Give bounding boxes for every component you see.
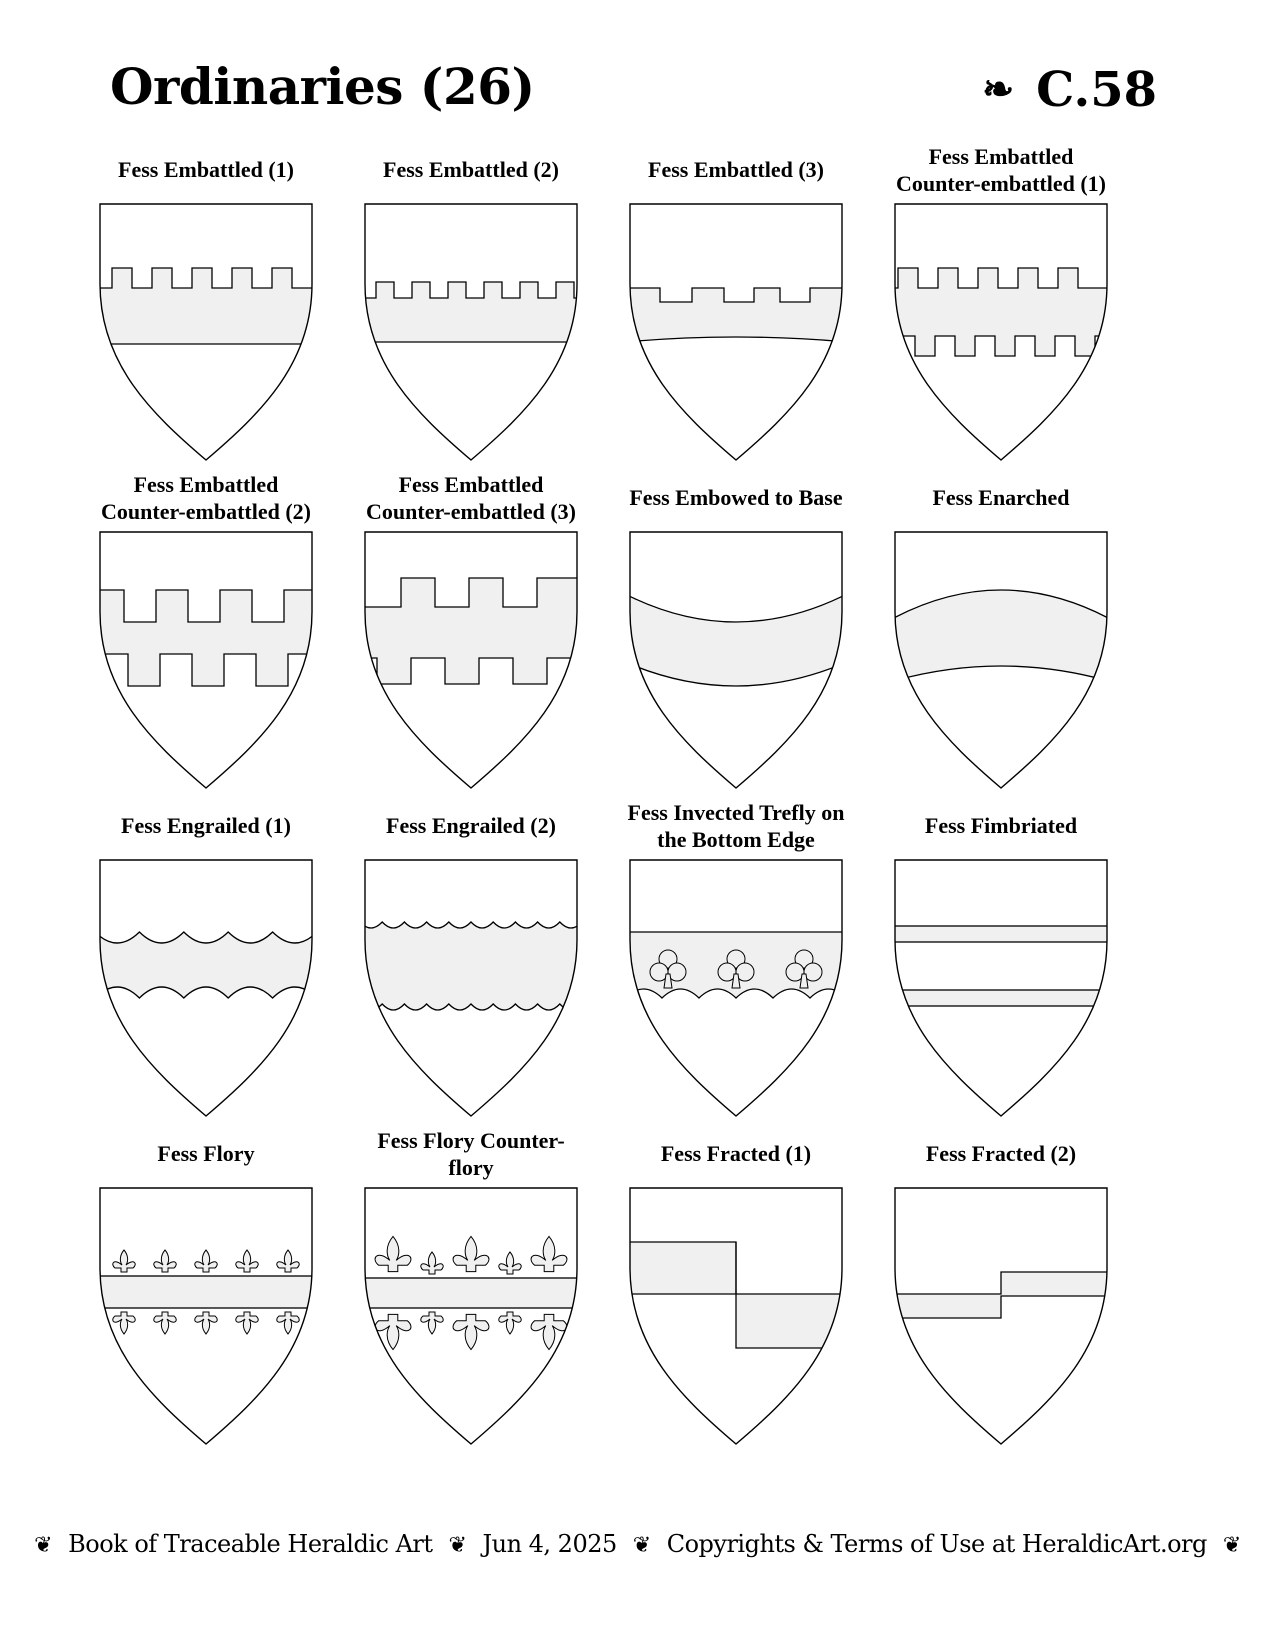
shield-cell xyxy=(871,478,1131,808)
shield-cell xyxy=(341,1128,601,1464)
leaf-ornament-icon: ❧ xyxy=(982,66,1015,111)
shield-label: Fess Invected Trefly on the Bottom Edge xyxy=(627,800,845,852)
shield-cell xyxy=(341,150,601,480)
shield-ce2 xyxy=(100,532,312,788)
shield-label: Fess Embattled (1) xyxy=(118,157,294,182)
shield-label: Fess Embowed to Base xyxy=(629,485,843,510)
shield-ce1 xyxy=(895,204,1107,460)
shield-cell xyxy=(606,1134,866,1464)
shield-cell xyxy=(871,144,1131,480)
footer-ornament-icon: ❦ xyxy=(1222,1533,1241,1558)
plate-code: C.58 xyxy=(1036,62,1157,118)
shield-enarched xyxy=(895,532,1107,788)
shield-emb2 xyxy=(365,204,577,460)
shield-cell xyxy=(606,800,866,1136)
shield-label: Fess Embattled Counter-embattled (3) xyxy=(366,472,576,524)
shield-cell xyxy=(341,806,601,1136)
shield-ce3 xyxy=(365,532,577,788)
footer-rights: Copyrights & Terms of Use at HeraldicArt.org xyxy=(666,1530,1207,1558)
shield-label: Fess Engrailed (2) xyxy=(386,813,556,838)
shield-emb3 xyxy=(630,204,842,460)
shield-label: Fess Fracted (1) xyxy=(660,1141,812,1166)
shield-label: Fess Embattled Counter-embattled (2) xyxy=(101,472,311,524)
footer xyxy=(0,1530,1275,1558)
shield-embowed xyxy=(630,532,842,788)
shield-emb1 xyxy=(100,204,312,460)
shield-label: Fess Engrailed (1) xyxy=(121,813,291,838)
shield-label: Fess Enarched xyxy=(932,485,1070,510)
shield-label: Fess Flory xyxy=(157,1141,255,1166)
shield-cell xyxy=(76,472,336,808)
footer-ornament-icon: ❦ xyxy=(448,1533,467,1558)
shield-cell xyxy=(606,150,866,480)
shield-trefly xyxy=(630,860,842,1116)
shield-cell xyxy=(606,478,866,808)
shield-engr2 xyxy=(365,860,577,1116)
shield-cell xyxy=(871,806,1131,1136)
shield-cell xyxy=(76,1134,336,1464)
shield-label: Fess Fimbriated xyxy=(924,813,1078,838)
shield-label: Fess Embattled (2) xyxy=(383,157,559,182)
shield-label: Fess Embattled (3) xyxy=(648,157,824,182)
shield-engr1 xyxy=(100,860,312,1116)
footer-ornament-icon: ❦ xyxy=(632,1533,651,1558)
footer-book-title: Book of Traceable Heraldic Art xyxy=(68,1530,433,1558)
shield-label: Fess Fracted (2) xyxy=(925,1141,1077,1166)
shield-florycf xyxy=(365,1188,577,1444)
shield-flory xyxy=(100,1188,312,1444)
shield-fimbriated xyxy=(895,860,1107,1116)
shield-label: Fess Flory Counter- flory xyxy=(377,1128,565,1180)
shield-cell xyxy=(76,150,336,480)
shield-cell xyxy=(76,806,336,1136)
footer-date: Jun 4, 2025 xyxy=(482,1530,617,1558)
shield-fracted1 xyxy=(630,1188,842,1444)
shield-label: Fess Embattled Counter-embattled (1) xyxy=(896,144,1106,196)
shield-fracted2 xyxy=(895,1188,1107,1444)
footer-ornament-icon: ❦ xyxy=(34,1533,53,1558)
shield-cell xyxy=(871,1134,1131,1464)
shield-cell xyxy=(341,472,601,808)
page-title: Ordinaries (26) xyxy=(110,57,535,116)
